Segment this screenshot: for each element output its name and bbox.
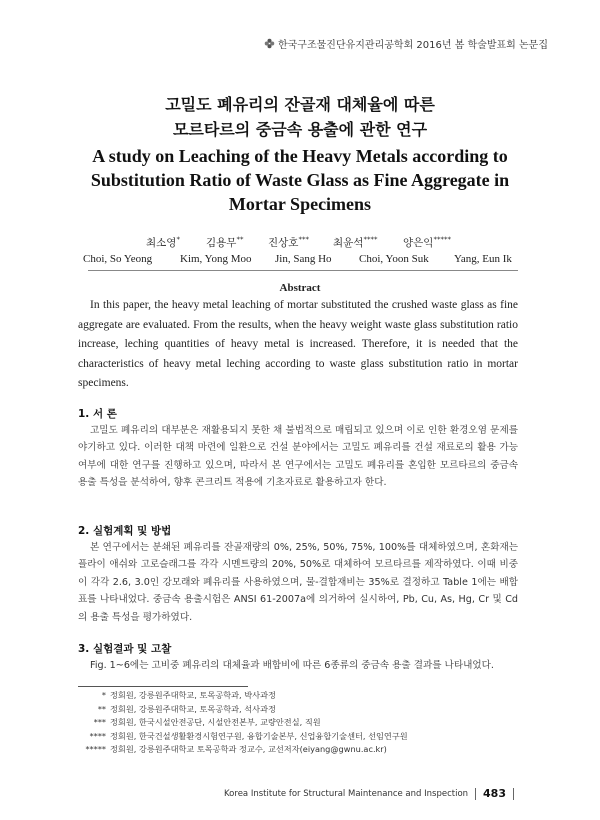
footnote: **** 정회원, 한국건설생활환경시험연구원, 융합기술본부, 신업융합기술센터, 선임연구원 [89, 730, 408, 741]
footnote: ***** 정회원, 강릉원주대학교 토목공학과 정교수, 교선저자(eiyang@gwnu.ac.kr) [85, 744, 387, 755]
section-heading-methods: 2. 실험계획 및 방법 [78, 525, 172, 537]
section-heading-results: 3. 실험결과 및 고찰 [78, 643, 172, 655]
footnote: * 정회원, 강릉원주대학교, 토목공학과, 박사과정 [101, 690, 276, 700]
footer-divider [475, 788, 476, 800]
footer-divider [513, 788, 514, 800]
abstract-text: In this paper, the heavy metal leaching of mortar substituted the crushed waste glass as fine aggregate are evaluated. From the results, when the heavy weight waste glass substitution ratio increase, leching quantities of heavy metal is increased. Therefore, it is needed that the characteristics of heavy metal leching according to waste glass substitution ratio in mortar specimens. [78, 299, 518, 390]
page-footer [224, 787, 514, 800]
author-en: Kim, Yong Moo [180, 253, 252, 265]
journal-name: 한국구조물진단유지관리공학회 2016년 봄 학술발표회 논문집 [277, 40, 548, 51]
korean-title-line-1: 고밀도 폐유리의 잔골재 대체율에 따른 [165, 95, 435, 114]
section-text-results: Fig. 1~6에는 고비중 폐유리의 대체율과 배합비에 따른 6종류의 중금속 용출 결과를 나타내었다. [90, 660, 494, 671]
footnote: *** 정회원, 한국시설안전공단, 시설안전본부, 교량안전실, 직원 [93, 717, 321, 728]
author-kr: 최소영* [146, 235, 180, 249]
author-en: Jin, Sang Ho [275, 253, 332, 265]
korean-title-line-2: 모르타르의 중금속 용출에 관한 연구 [172, 120, 428, 139]
author-kr: 최윤석**** [333, 235, 378, 249]
flower-bullet-icon [264, 38, 275, 49]
page-number: 483 [483, 787, 506, 800]
author-en: Yang, Eun Ik [454, 253, 512, 265]
section-heading-introduction: 1. 서 론 [78, 408, 117, 420]
footer-organization: Korea Institute for Structural Maintenance and Inspection [224, 788, 469, 799]
footnotes [78, 689, 518, 757]
english-title-line-2: Substitution Ratio of Waste Glass as Fine Aggregate in [90, 170, 510, 190]
english-title-line-1: A study on Leaching of the Heavy Metals according to [92, 146, 508, 166]
authors-divider [88, 270, 518, 271]
english-title-line-3: Mortar Specimens [228, 194, 372, 214]
author-kr: 김용무** [206, 235, 244, 249]
author-en: Choi, Yoon Suk [359, 253, 429, 265]
footnote-divider [78, 686, 248, 687]
author-en: Choi, So Yeong [83, 253, 153, 265]
abstract-heading: Abstract [279, 282, 321, 294]
author-kr: 진상호*** [268, 235, 309, 249]
section-text-methods: 본 연구에서는 분쇄된 폐유리를 잔골재량의 0%, 25%, 50%, 75%, 100%를 대체하였으며, 혼화재는 플라이 애쉬와 고로슬래그를 각각 시멘트량의 20%, 50%로 대체하여 모르타르를 제작하였다. 이때 비중이 각각 2.6, 3.0인 강모래와 폐유리를 사용하였으며, 물-결합재비는 35%로 결정하고 Table 1에는 배합표를 나타내었다. 중금속 용출시험은 ANSI 61-2007a에 의거하여 실시하여, Pb, Cu, As, Hg, Cr 및 Cd의 용출 특성을 평가하였다. [78, 542, 518, 623]
section-text-introduction: 고밀도 폐유리의 대부분은 재활용되지 못한 채 불법적으로 매립되고 있으며 이로 인한 환경오염 문제를 야기하고 있다. 이러한 대책 마련에 일환으로 건설 분야에서는 고밀도 폐유리를 건설 재료로의 활용 가능여부에 대한 연구를 진행하고 있으며, 따라서 본 연구에서는 고밀도 폐유리를 혼입한 모르타르의 중금속 용출 특성을 분석하여, 향후 콘크리트 적용에 기초자료로 활용하고자 한다. [78, 425, 518, 489]
running-header [264, 36, 548, 51]
footnote: ** 정회원, 강릉원주대학교, 토목공학과, 석사과정 [97, 703, 276, 714]
author-kr: 양은익***** [403, 235, 451, 249]
